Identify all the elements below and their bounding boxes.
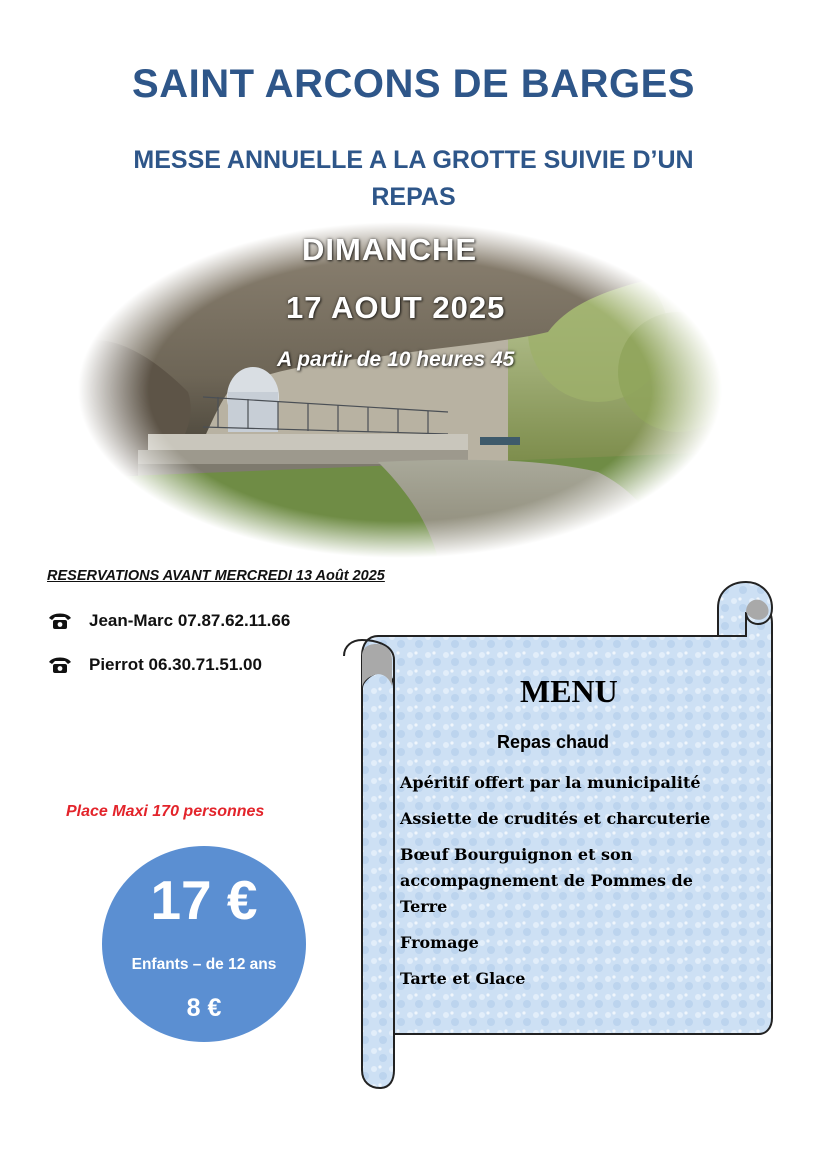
contact-text: Jean-Marc 07.87.62.11.66	[89, 611, 291, 630]
page-title: SAINT ARCONS DE BARGES	[132, 62, 695, 106]
menu-item: Assiette de crudités et charcuterie	[400, 809, 711, 828]
menu-title: MENU	[520, 673, 618, 709]
event-date: 17 AOUT 2025	[286, 290, 506, 325]
telephone-icon	[47, 612, 73, 630]
menu-list	[400, 770, 740, 1002]
capacity-note: Place Maxi 170 personnes	[66, 803, 265, 820]
page-subtitle	[90, 142, 737, 216]
menu-subtitle: Repas chaud	[497, 732, 610, 752]
contact-text: Pierrot 06.30.71.51.00	[89, 655, 262, 674]
menu-item: Tarte et Glace	[400, 969, 526, 988]
reservations-heading: RESERVATIONS AVANT MERCREDI 13 Août 2025	[47, 568, 385, 584]
menu-item: Bœuf Bourguignon et son accompagnement de Pommes de Terre	[400, 845, 693, 916]
grotto-photo	[78, 222, 722, 558]
menu-item: Fromage	[400, 933, 479, 952]
children-price: 8 €	[186, 994, 222, 1022]
children-label: Enfants – de 12 ans	[131, 956, 277, 973]
event-day: DIMANCHE	[302, 232, 478, 267]
subtitle-line-2: REPAS	[371, 183, 456, 211]
telephone-icon	[47, 656, 73, 674]
subtitle-line-1: MESSE ANNUELLE A LA GROTTE SUIVIE D’UN	[133, 146, 694, 174]
event-time: A partir de 10 heures 45	[277, 348, 515, 371]
contact-pierrot	[47, 655, 262, 675]
adult-price: 17 €	[150, 869, 258, 931]
contact-jean-marc	[47, 611, 290, 631]
menu-item: Apéritif offert par la municipalité	[400, 773, 701, 792]
